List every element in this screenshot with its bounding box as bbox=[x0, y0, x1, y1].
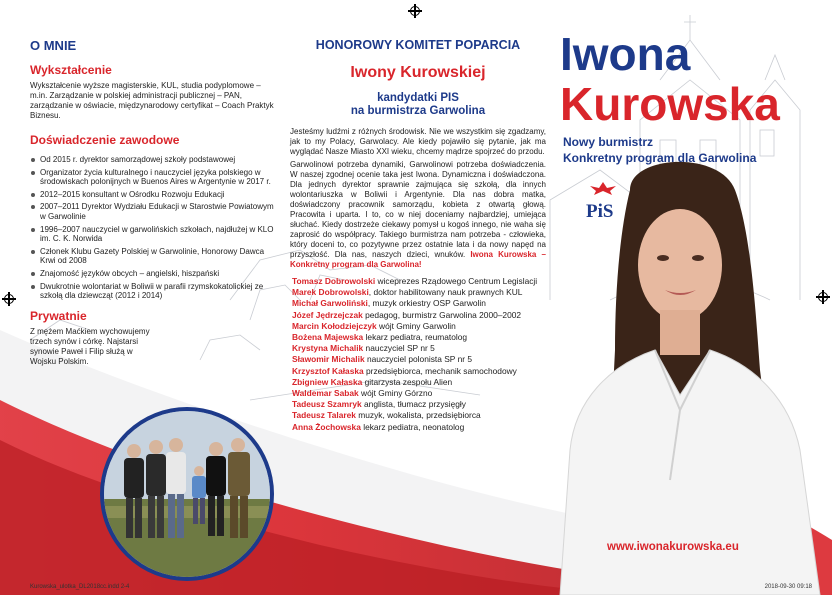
member-desc: gitarzysta zespołu Alien bbox=[364, 376, 453, 387]
member-row bbox=[292, 410, 550, 421]
member-name: Bożena Majewska bbox=[292, 332, 364, 343]
member-row bbox=[292, 422, 550, 433]
experience-item: Organizator życia kulturalnego i nauczyciel języka polskiego w środowiskach polonijnych w Buenos Aires w Argentynie w 2017 r. bbox=[30, 168, 274, 187]
education-title: Wykształcenie bbox=[30, 63, 112, 77]
experience-item: Od 2015 r. dyrektor samorządowej szkoły podstawowej bbox=[30, 155, 274, 165]
committee-column bbox=[286, 38, 550, 433]
candidate-slogan-1: Nowy burmistrz bbox=[563, 135, 654, 149]
registration-mark-left bbox=[2, 292, 16, 306]
committee-title: HONOROWY KOMITET POPARCIA bbox=[315, 38, 521, 52]
print-file-label: Kurowska_ulotka_DL2018cc.indd 2-4 bbox=[30, 584, 130, 590]
pis-logo-text: PiS bbox=[586, 201, 614, 222]
member-row bbox=[292, 399, 550, 410]
member-name: Michał Garwoliński bbox=[292, 298, 368, 309]
committee-role-line1: kandydatki PIS bbox=[377, 92, 459, 104]
candidate-slogan-2: Konkretny program dla Garwolina bbox=[563, 151, 757, 165]
about-column bbox=[30, 38, 274, 367]
member-name: Marek Dobrowolski bbox=[292, 287, 369, 298]
member-desc: wiceprezes Rządowego Centrum Legislacji bbox=[377, 276, 538, 286]
member-name: Józef Jędrzejczak bbox=[292, 309, 363, 320]
committee-paragraph-1: Jesteśmy ludźmi z różnych środowisk. Nie we wszystkim się zgadzamy, jak to my Polacy, Garwolacy. Ale kiedy pojawiło się pytanie, jak ma wyglądać Nasze Miasto XXI wieku, chcemy mądrze spojrzeć do przodu. bbox=[290, 127, 546, 156]
committee-paragraph-2-text: Garwolinowi potrzeba dynamiki, Garwolinowi potrzeba doświadczenia. W naszej zgodnej ocenie taka jest Iwona. Dynamiczna i doświadczona. Dla jednych dyrektor sprawnie zajmująca się szkołą, dla innych wolontariuszka w Boliwii i Argentynie. Dla nas dobra matka, doświadczony pracownik samorządu, kobieta z otwartą głową. Pracowita i uparta. I to, co w niej doceniamy najbardziej, umiejąca słuchać. Kiedy dostrzeże ciekawy pomysł u kogoś innego, nie waha się zaprosić do współpracy. Takiego burmistrza nam potrzeba - człowieka, który doceni to, co pozytywne przez ostatnie lata i da nowy napęd na przyszłość. Dla nas, naszych dzieci, wnuków. bbox=[290, 160, 546, 259]
member-row bbox=[292, 377, 550, 388]
experience-item: Dwukrotnie wolontariat w Boliwii w parafii rzymskokatolickiej ze szkołą dla dziewcząt (2012 i 2014) bbox=[30, 282, 274, 301]
member-name: Tadeusz Talarek bbox=[292, 410, 356, 421]
member-desc: lekarz pediatra, reumatolog bbox=[365, 332, 468, 343]
member-row bbox=[292, 298, 550, 309]
candidate-first-name: Iwona bbox=[560, 28, 691, 80]
eagle-icon bbox=[586, 180, 620, 196]
education-text: Wykształcenie wyższe magisterskie, KUL, studia podyplomowe – m.in. Zarządzanie w polskiej administracji publicznej – PAN, zarządzanie w oświacie, międzynarodowy certyfikat – Coach Praktyk Biznesu. bbox=[30, 81, 274, 120]
member-desc: , doktor habilitowany nauk prawnych KUL bbox=[368, 287, 523, 298]
committee-name: Iwony Kurowskiej bbox=[350, 64, 486, 81]
member-desc: pedagog, burmistrz Garwolina 2000–2002 bbox=[365, 309, 522, 320]
member-name: Waldemar Sabak bbox=[292, 388, 359, 399]
candidate-last-name: Kurowska bbox=[560, 78, 780, 130]
member-row bbox=[292, 310, 550, 321]
member-name: Tomasz Dobrowolski bbox=[292, 276, 376, 286]
member-name: Anna Żochowska bbox=[292, 421, 361, 432]
pis-logo bbox=[586, 180, 620, 224]
member-desc: , muzyk orkiestry OSP Garwolin bbox=[367, 298, 486, 309]
member-row bbox=[292, 343, 550, 354]
member-desc: anglista, tłumacz przysięgły bbox=[364, 399, 466, 410]
member-row bbox=[292, 354, 550, 365]
experience-item: 2012–2015 konsultant w Ośrodku Rozwoju Edukacji bbox=[30, 190, 274, 200]
experience-item: Znajomość języków obcych – angielski, hiszpański bbox=[30, 269, 274, 279]
member-desc: nauczyciel polonista SP nr 5 bbox=[366, 354, 472, 365]
member-name: Zbigniew Kałaska bbox=[292, 376, 363, 387]
family-photo bbox=[100, 407, 274, 581]
private-title: Prywatnie bbox=[30, 308, 87, 323]
committee-members bbox=[286, 276, 550, 433]
member-row bbox=[292, 276, 550, 287]
private-text: Z mężem Maćkiem wychowujemy trzech synów i córkę. Najstarsi synowie Paweł i Filip służą w Wojsku Polskim. bbox=[30, 326, 150, 366]
member-name: Tadeusz Szamryk bbox=[292, 399, 362, 410]
member-row bbox=[292, 332, 550, 343]
experience-item: 2007–2011 Dyrektor Wydziału Edukacji w Starostwie Powiatowym w Garwolinie bbox=[30, 202, 274, 221]
member-name: Krystyna Michalik bbox=[292, 343, 364, 354]
committee-paragraph-2-bold: Iwona Kurowska – Konkretny program dla Garwolina! bbox=[290, 250, 546, 269]
member-desc: lekarz pediatra, neonatolog bbox=[363, 421, 465, 432]
committee-role-line2: na burmistrza Garwolina bbox=[350, 105, 486, 117]
about-title: O MNIE bbox=[30, 38, 77, 53]
member-desc: muzyk, wokalista, przedsiębiorca bbox=[358, 410, 481, 421]
member-row bbox=[292, 366, 550, 377]
experience-item: 1996–2007 nauczyciel w garwolińskich szkołach, najdłużej w KLO im. C. K. Norwida bbox=[30, 225, 274, 244]
member-name: Marcin Kołodziejczyk bbox=[292, 320, 377, 331]
member-row bbox=[292, 388, 550, 399]
member-desc: wójt Gminy Garwolin bbox=[379, 320, 456, 331]
candidate-portrait bbox=[520, 150, 832, 595]
member-desc: przedsiębiorca, mechanik samochodowy bbox=[366, 365, 517, 376]
campaign-website-link[interactable]: www.iwonakurowska.eu bbox=[607, 541, 739, 553]
member-row bbox=[292, 321, 550, 332]
experience-list bbox=[30, 155, 274, 301]
member-name: Krzysztof Kałaska bbox=[292, 365, 364, 376]
member-row bbox=[292, 287, 550, 298]
print-date-label: 2018-09-30 09:18 bbox=[764, 584, 812, 590]
experience-item: Członek Klubu Gazety Polskiej w Garwolinie, Honorowy Dawca Krwi od 2008 bbox=[30, 247, 274, 266]
registration-mark-top bbox=[408, 4, 422, 18]
member-desc: nauczyciel SP nr 5 bbox=[365, 343, 435, 354]
committee-paragraph-2 bbox=[286, 160, 550, 270]
experience-title: Doświadczenie zawodowe bbox=[30, 133, 180, 147]
member-name: Sławomir Michalik bbox=[292, 354, 365, 365]
member-desc: wójt Gminy Górzno bbox=[361, 388, 433, 399]
